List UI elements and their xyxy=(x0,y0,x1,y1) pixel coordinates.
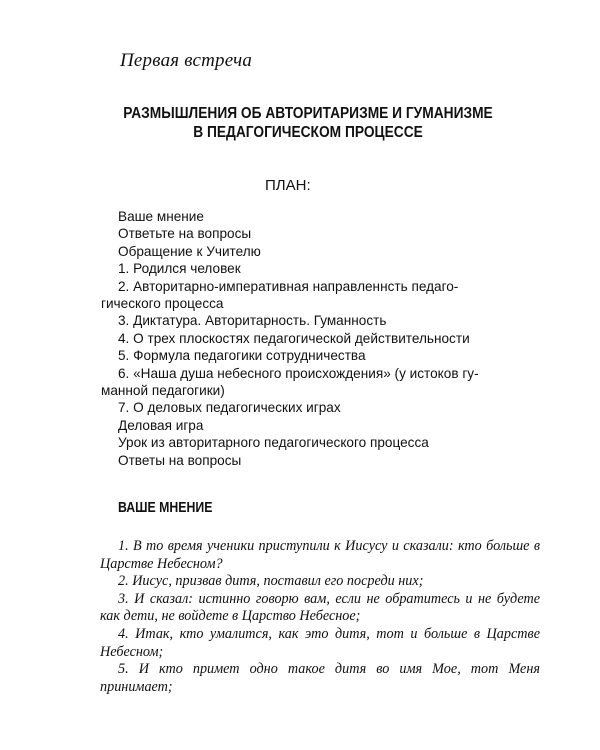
plan-item: 2. Авторитарно-императивная направленнсть педаго- xyxy=(118,278,459,294)
plan-item: 7. О деловых педагогических играх xyxy=(118,400,341,416)
verses xyxy=(100,538,540,696)
verse: 1. В то время ученики приступили к Иисусу и сказали: кто больше в Царстве Небесном? xyxy=(100,538,540,572)
plan-list xyxy=(101,208,538,469)
plan-item-continuation: манной педагогики) xyxy=(101,383,225,399)
verse: 3. И сказал: истинно говорю вам, если не обратитесь и не будете как дети, не войдете в Царство Небесное; xyxy=(100,590,540,625)
chapter-title-line-2: В ПЕДАГОГИЧЕСКОМ ПРОЦЕССЕ xyxy=(193,124,423,141)
chapter-title xyxy=(119,104,497,142)
meeting-label: Первая встреча xyxy=(120,50,253,71)
plan-item: Деловая игра xyxy=(118,417,204,433)
chapter-title-line-1: РАЗМЫШЛЕНИЯ ОБ АВТОРИТАРИЗМЕ И ГУМАНИЗМЕ xyxy=(123,105,493,122)
plan-heading: ПЛАН: xyxy=(265,177,311,194)
plan-item: 4. О трех плоскостях педагогической действительности xyxy=(118,330,470,346)
verse: 5. И кто примет одно такое дитя во имя Мое, тот Меня принимает; xyxy=(100,661,540,695)
plan-item: 3. Диктатура. Авторитарность. Гуманность xyxy=(118,313,387,329)
section-heading: ВАШЕ МНЕНИЕ xyxy=(118,499,213,516)
plan-item: 5. Формула педагогики сотрудничества xyxy=(118,348,366,364)
plan-item: 6. «Наша душа небесного происхождения» (у истоков гу- xyxy=(118,365,479,381)
plan-item: 1. Родился человек xyxy=(118,261,241,277)
verse: 2. Иисус, призвав дитя, поставил его посреди них; xyxy=(118,573,424,590)
plan-item: Ваше мнение xyxy=(118,209,204,224)
plan-item: Ответьте на вопросы xyxy=(118,226,252,242)
plan-item: Обращение к Учителю xyxy=(118,243,261,259)
plan-item-continuation: гического процесса xyxy=(101,296,224,312)
verse: 4. Итак, кто умалится, как это дитя, тот и больше в Царстве Небесном; xyxy=(100,625,540,660)
plan-item: Урок из авторитарного педагогического процесса xyxy=(118,435,429,451)
plan-item: Ответы на вопросы xyxy=(118,452,242,468)
